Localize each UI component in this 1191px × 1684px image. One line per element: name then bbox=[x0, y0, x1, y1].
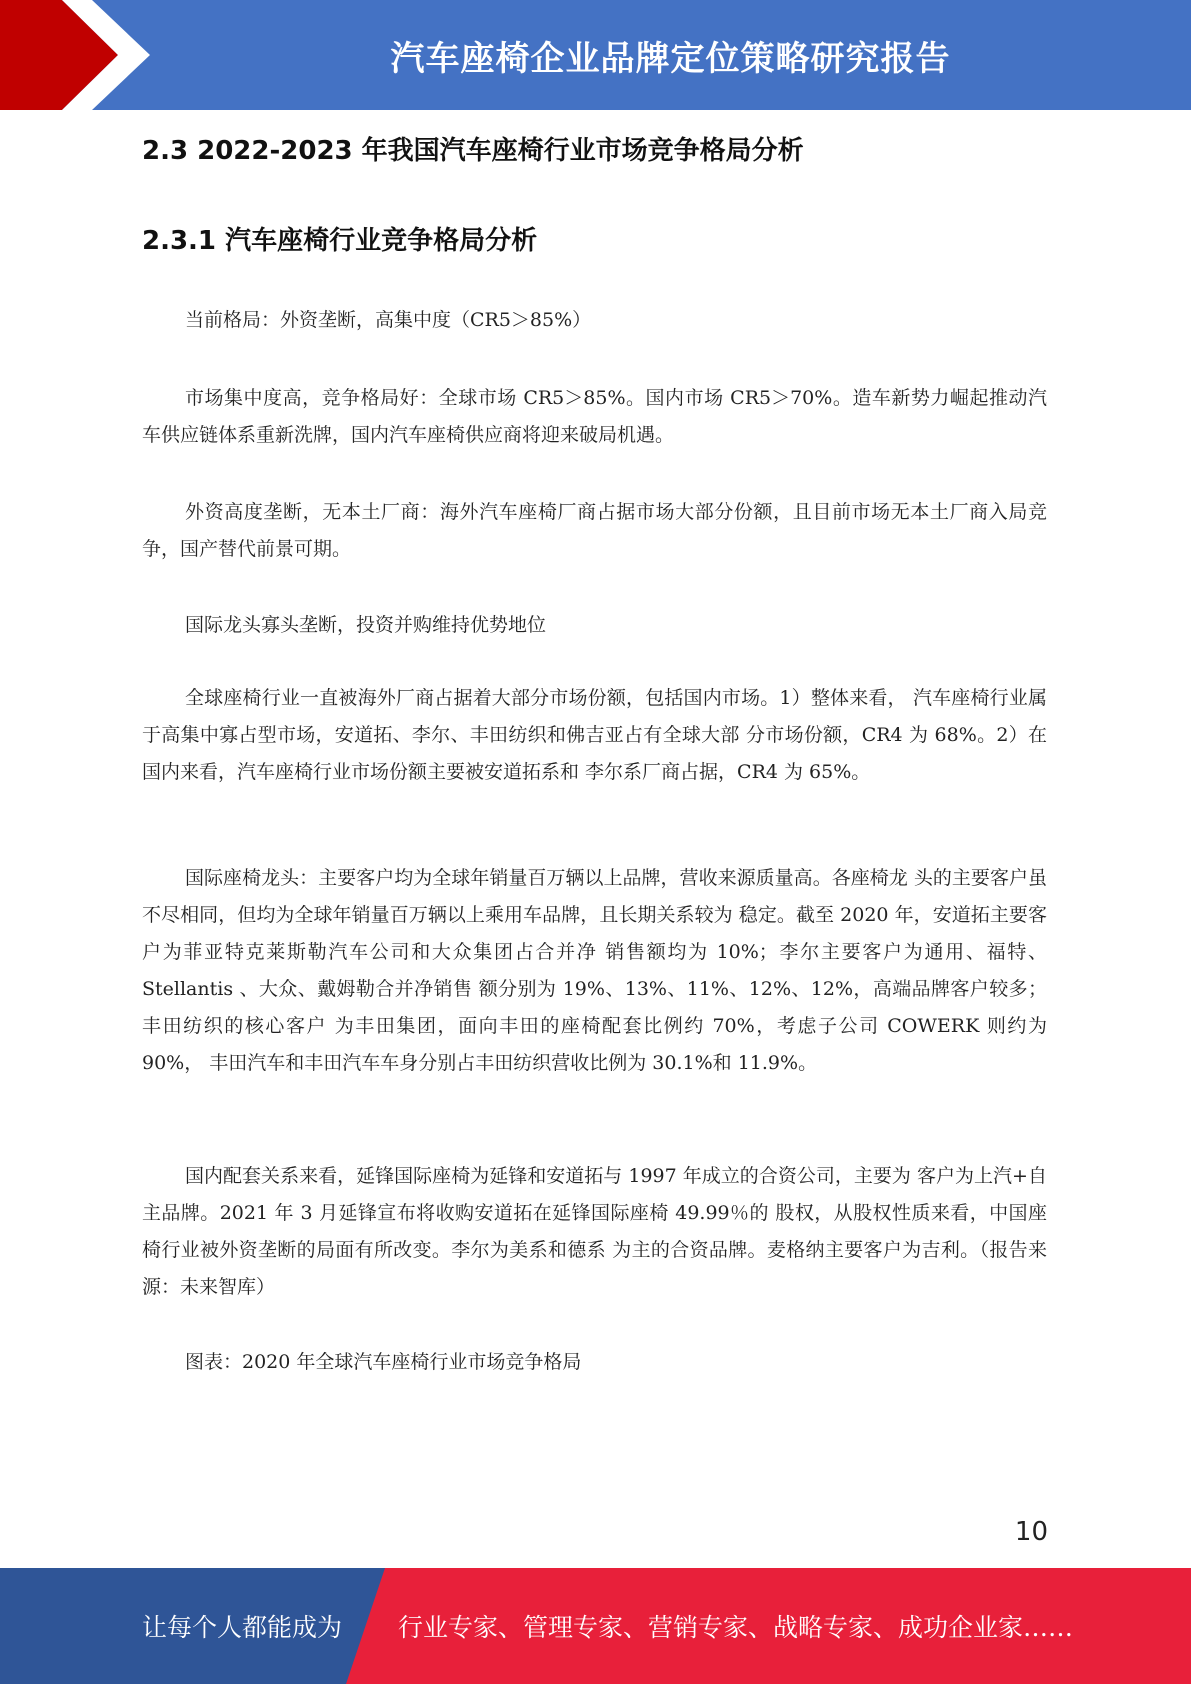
paragraph-global-market-share: 全球座椅行业一直被海外厂商占据着大部分市场份额，包括国内市场。1）整体来看， 汽车座椅行业属于高集中寡占型市场，安道拓、李尔、丰田纺织和佛吉亚占有全球大部 分市场份额，CR4 为 68%。2）在国内来看，汽车座椅行业市场份额主要被安道拓系和 李尔系厂商占据，CR4 为 65%。 bbox=[142, 687, 1047, 783]
paragraph-international-leaders: 国际龙头寡头垄断，投资并购维持优势地位 bbox=[185, 614, 547, 636]
page-number: 10 bbox=[1014, 1517, 1048, 1547]
paragraph-market-concentration: 市场集中度高，竞争格局好：全球市场 CR5＞85%。国内市场 CR5＞70%。造车新势力崛起推动汽车供应链体系重新洗牌，国内汽车座椅供应商将迎来破局机遇。 bbox=[142, 387, 1047, 446]
subsection-heading: 2.3.1 汽车座椅行业竞争格局分析 bbox=[142, 226, 538, 256]
paragraph-seat-leaders-customers: 国际座椅龙头：主要客户均为全球年销量百万辆以上品牌，营收来源质量高。各座椅龙 头的主要客户虽不尽相同，但均为全球年销量百万辆以上乘用车品牌，且长期关系较为 稳定。截至 2020 年，安道拓主要客户为菲亚特克莱斯勒汽车公司和大众集团占合并净 销售额均为 10%；李尔主要客户为通用、福特、Stellantis 、大众、戴姆勒合并净销售 额分别为 19%、13%、11%、12%、12%，高端品牌客户较多；丰田纺织的核心客户 为丰田集团，面向丰田的座椅配套比例约 70%，考虑子公司 COWERK 则约为 90%， 丰田汽车和丰田汽车车身分别占丰田纺织营收比例为 30.1%和 11.9%。 bbox=[142, 867, 1047, 1074]
paragraph-foreign-monopoly: 外资高度垄断，无本土厂商：海外汽车座椅厂商占据市场大部分份额，且目前市场无本土厂商入局竞争，国产替代前景可期。 bbox=[142, 501, 1047, 560]
footer-slogan-left: 让每个人都能成为 bbox=[142, 1613, 343, 1642]
paragraph-current-pattern: 当前格局：外资垄断，高集中度（CR5＞85%） bbox=[185, 309, 592, 331]
footer-slogan-right: 行业专家、管理专家、营销专家、战略专家、成功企业家…… bbox=[398, 1613, 1074, 1642]
figure-caption: 图表：2020 年全球汽车座椅行业市场竞争格局 bbox=[185, 1351, 582, 1373]
report-title: 汽车座椅企业品牌定位策略研究报告 bbox=[390, 38, 951, 79]
page-header bbox=[0, 0, 1191, 110]
page-footer bbox=[0, 1568, 1191, 1684]
section-heading: 2.3 2022-2023 年我国汽车座椅行业市场竞争格局分析 bbox=[142, 136, 804, 166]
paragraph-domestic-supply: 国内配套关系来看，延锋国际座椅为延锋和安道拓与 1997 年成立的合资公司，主要为 客户为上汽+自主品牌。2021 年 3 月延锋宣布将收购安道拓在延锋国际座椅 49.99％的 股权，从股权性质来看，中国座椅行业被外资垄断的局面有所改变。李尔为美系和德系 为主的合资品牌。麦格纳主要客户为吉利。（报告来源：未来智库） bbox=[142, 1165, 1047, 1298]
